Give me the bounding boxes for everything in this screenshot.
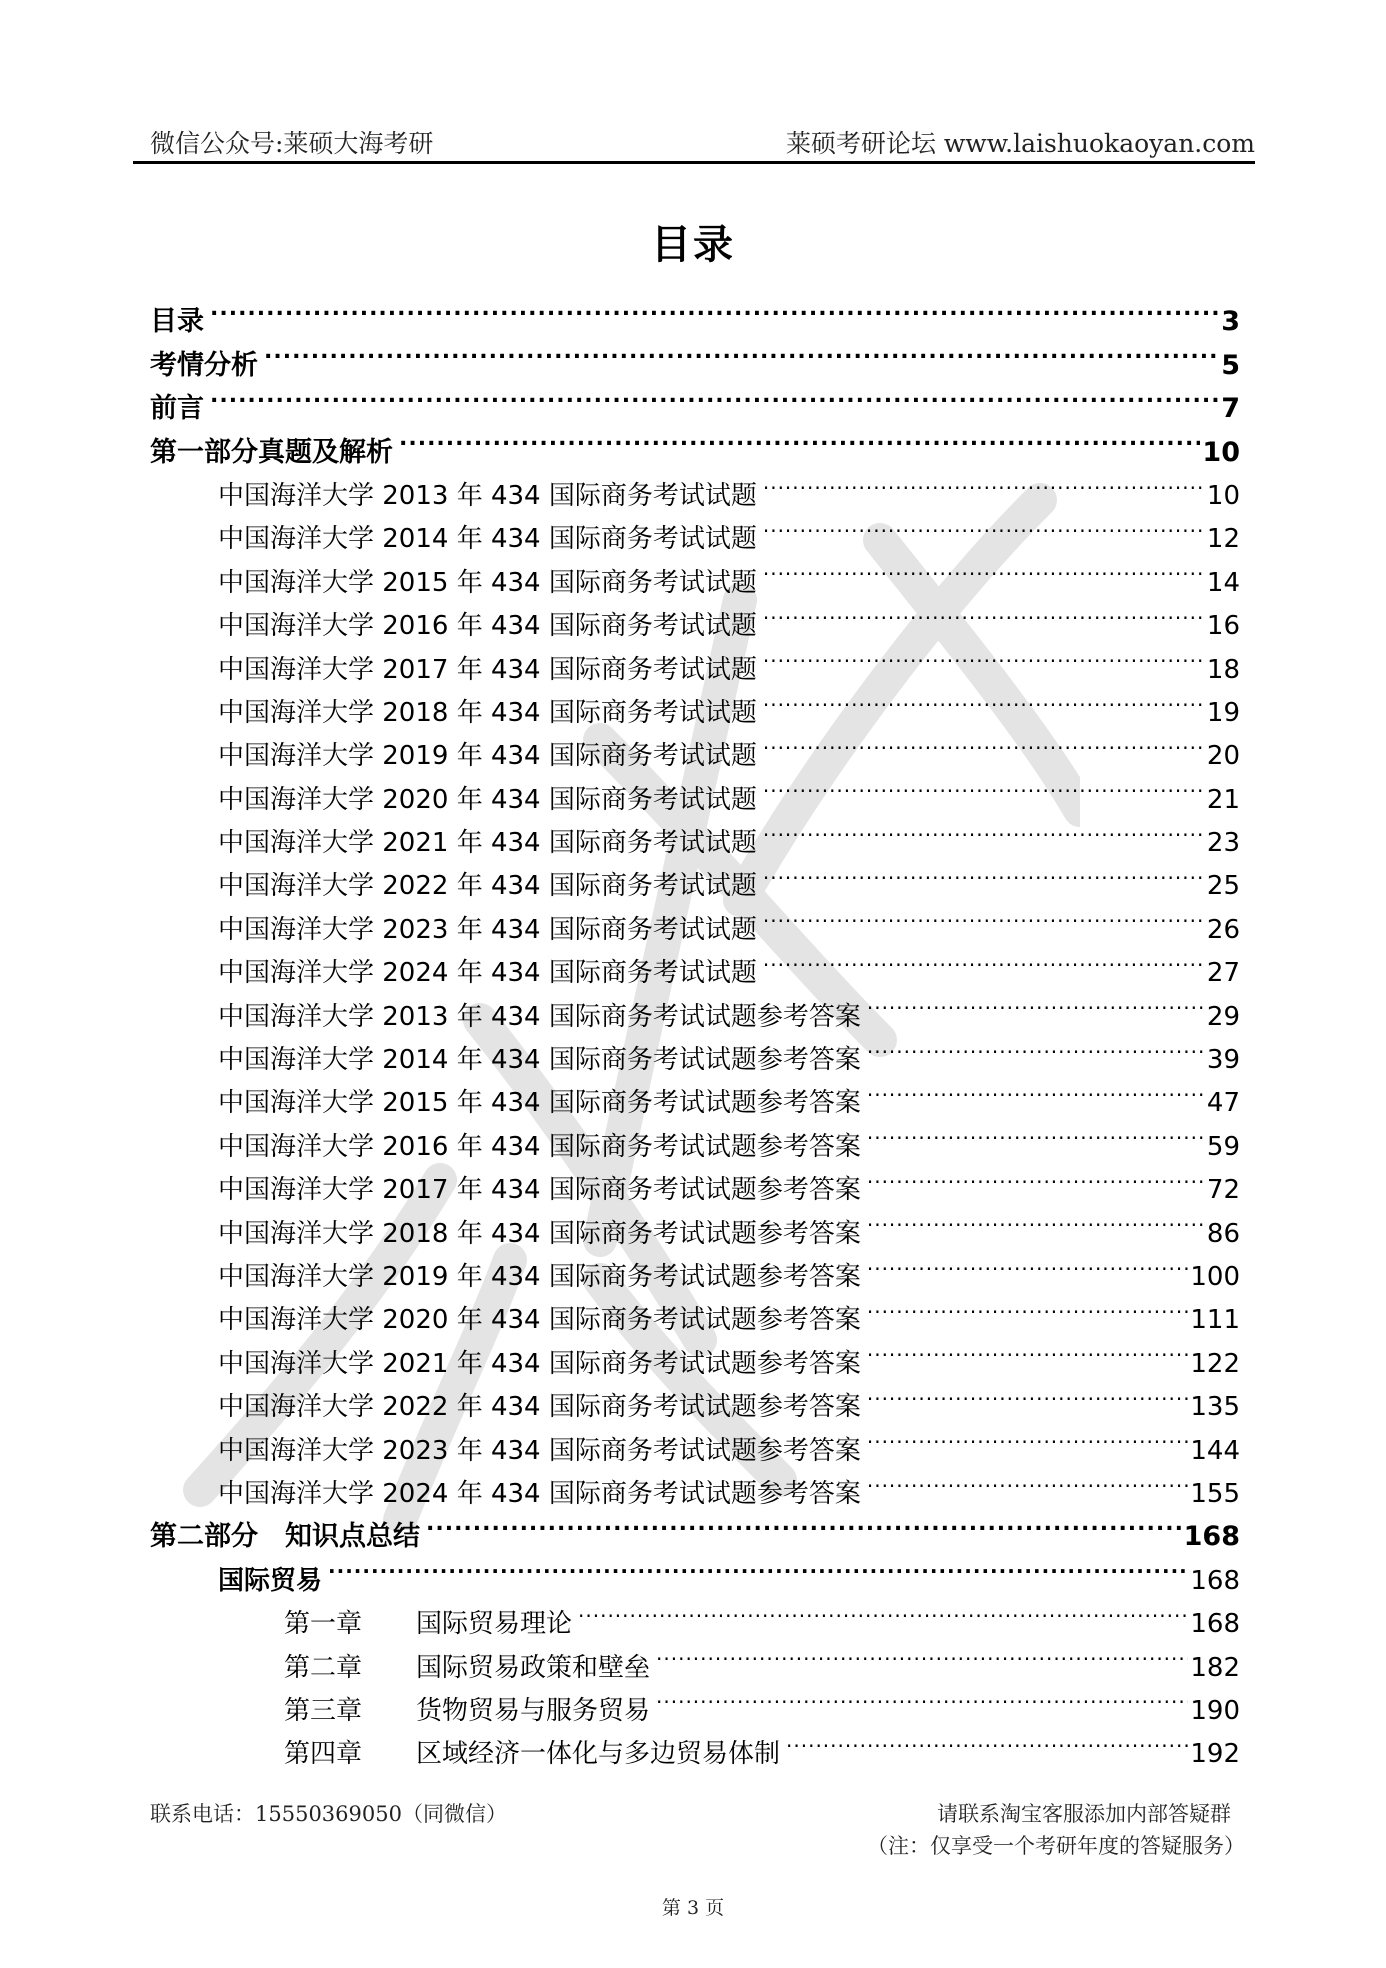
toc-entry-label: 中国海洋大学 2020 年 434 国际商务考试试题参考答案 [218,1305,861,1336]
dot-leader [210,374,1219,417]
toc-entry-page: 155 [1190,1478,1240,1509]
chapter-number: 第三章 [284,1695,363,1726]
dot-leader [763,721,1205,764]
toc-entry-page: 72 [1206,1175,1240,1206]
toc-entry-label: 中国海洋大学 2022 年 434 国际商务考试试题参考答案 [218,1392,861,1423]
page-number: 第 3 页 [661,1897,725,1919]
toc-entry-page: 190 [1190,1695,1240,1726]
toc-entry-label: 中国海洋大学 2015 年 434 国际商务考试试题 [218,567,757,598]
dot-leader [399,417,1200,460]
toc-entry-page: 10 [1202,436,1240,468]
dot-leader [763,547,1205,590]
toc-entry-page: 14 [1206,567,1240,598]
toc-entry-label: 中国海洋大学 2024 年 434 国际商务考试试题 [218,958,757,989]
chapter-title: 区域经济一体化与多边贸易体制 [416,1739,781,1770]
toc-entry-page: 168 [1190,1609,1240,1640]
toc-entry-page: 29 [1206,1001,1240,1032]
toc-entry-page: 7 [1221,393,1240,425]
toc-entry-page: 122 [1190,1348,1240,1379]
toc-entry-page: 10 [1206,480,1240,511]
toc-entry-page: 26 [1206,914,1240,945]
toc-entry-page: 100 [1190,1261,1240,1292]
toc-entry-label: 中国海洋大学 2019 年 434 国际商务考试试题参考答案 [218,1261,861,1292]
footer-note-line1: 请联系淘宝客服添加内部答疑群 [937,1802,1231,1826]
header-divider [133,161,1255,164]
dot-leader [328,1545,1188,1588]
toc-entry-contents[interactable] [150,287,1240,338]
toc-entry-page: 27 [1206,958,1240,989]
chapter-title: 国际贸易政策和壁垒 [416,1652,651,1683]
toc-entry-page: 182 [1190,1652,1240,1683]
toc-entry-page: 168 [1183,1521,1240,1553]
toc-entry-page: 19 [1206,697,1240,728]
toc-entry-page: 12 [1206,524,1240,555]
toc-entry-label: 中国海洋大学 2020 年 434 国际商务考试试题 [218,784,757,815]
chapter-number: 第四章 [284,1739,363,1770]
chapter-title: 货物贸易与服务贸易 [416,1695,651,1726]
toc-entry-label: 中国海洋大学 2018 年 434 国际商务考试试题 [218,697,757,728]
dot-leader [763,591,1205,634]
table-of-contents [150,287,1240,1770]
toc-entry-page: 135 [1190,1392,1240,1423]
toc-entry-page: 39 [1206,1045,1240,1076]
chapter-number: 第二章 [284,1652,363,1683]
dot-leader [763,894,1205,937]
dot-leader [578,1589,1188,1632]
footer-note [867,1798,1245,1862]
dot-leader [867,1068,1205,1111]
toc-entry-label: 中国海洋大学 2013 年 434 国际商务考试试题 [218,480,757,511]
toc-entry-part-one[interactable] [150,417,1240,468]
toc-entry-label: 第二部分 知识点总结 [150,1521,420,1553]
dot-leader [763,461,1205,504]
toc-entry-page: 21 [1206,784,1240,815]
dot-leader [867,1328,1189,1371]
toc-entry-label: 中国海洋大学 2013 年 434 国际商务考试试题参考答案 [218,1001,861,1032]
toc-entry-label: 中国海洋大学 2023 年 434 国际商务考试试题 [218,914,757,945]
header-wechat-account: 微信公众号:莱硕大海考研 [150,129,434,158]
dot-leader [763,938,1205,981]
toc-entry-label: 中国海洋大学 2023 年 434 国际商务考试试题参考答案 [218,1435,861,1466]
toc-entry-label: 中国海洋大学 2021 年 434 国际商务考试试题 [218,828,757,859]
dot-leader [763,634,1205,677]
dot-leader [763,504,1205,547]
toc-entry-label: 中国海洋大学 2014 年 434 国际商务考试试题 [218,524,757,555]
toc-entry-label: 前言 [150,393,204,425]
toc-entry-label: 中国海洋大学 2024 年 434 国际商务考试试题参考答案 [218,1478,861,1509]
dot-leader [763,851,1205,894]
toc-entry-page: 144 [1190,1435,1240,1466]
toc-entry-page: 86 [1206,1218,1240,1249]
chapter-number: 第一章 [284,1609,363,1640]
dot-leader [867,981,1205,1024]
toc-entry-label: 中国海洋大学 2018 年 434 国际商务考试试题参考答案 [218,1218,861,1249]
dot-leader [867,1285,1189,1328]
toc-entry-page: 25 [1206,871,1240,902]
dot-leader [786,1719,1188,1762]
dot-leader [867,1155,1205,1198]
dot-leader [656,1676,1188,1719]
toc-entry-label: 中国海洋大学 2014 年 434 国际商务考试试题参考答案 [218,1045,861,1076]
dot-leader [763,808,1205,851]
toc-entry-page: 3 [1221,306,1240,338]
toc-entry-label: 国际贸易 [218,1565,323,1596]
toc-entry-label: 中国海洋大学 2017 年 434 国际商务考试试题参考答案 [218,1175,861,1206]
dot-leader [763,678,1205,721]
dot-leader [867,1111,1205,1154]
toc-entry-page: 23 [1206,828,1240,859]
toc-entry-page: 20 [1206,741,1240,772]
dot-leader [867,1025,1205,1068]
toc-entry-label: 中国海洋大学 2019 年 434 国际商务考试试题 [218,741,757,772]
toc-entry-label: 第一部分真题及解析 [150,436,393,468]
dot-leader [867,1198,1205,1241]
toc-entry-page: 168 [1190,1565,1240,1596]
toc-entry-label: 中国海洋大学 2015 年 434 国际商务考试试题参考答案 [218,1088,861,1119]
header-forum-site: 莱硕考研论坛 www.laishuokaoyan.com [785,129,1255,158]
toc-entry-label: 目录 [150,306,204,338]
dot-leader [210,287,1219,330]
toc-entry-page: 59 [1206,1131,1240,1162]
dot-leader [426,1502,1182,1545]
toc-entry-label: 中国海洋大学 2016 年 434 国际商务考试试题 [218,611,757,642]
toc-entry-label: 考情分析 [150,349,258,381]
page-header [150,120,1255,160]
toc-entry-label: 中国海洋大学 2022 年 434 国际商务考试试题 [218,871,757,902]
footer-contact-phone: 联系电话：15550369050（同微信） [150,1802,507,1826]
toc-entry-page: 16 [1206,611,1240,642]
toc-entry-page: 5 [1221,349,1240,381]
toc-entry-exam-analysis[interactable] [150,330,1240,381]
toc-entry-page: 47 [1206,1088,1240,1119]
toc-entry-label: 中国海洋大学 2017 年 434 国际商务考试试题 [218,654,757,685]
toc-entry-label: 中国海洋大学 2016 年 434 国际商务考试试题参考答案 [218,1131,861,1162]
toc-entry-label: 中国海洋大学 2021 年 434 国际商务考试试题参考答案 [218,1348,861,1379]
dot-leader [656,1632,1188,1675]
page-title: 目录 [651,222,735,268]
footer-note-line2: （注：仅享受一个考研年度的答疑服务） [867,1834,1245,1858]
dot-leader [867,1242,1189,1285]
dot-leader [264,330,1219,373]
chapter-title: 国际贸易理论 [416,1609,573,1640]
toc-entry-page: 18 [1206,654,1240,685]
toc-entry-page: 111 [1190,1305,1240,1336]
dot-leader [867,1415,1189,1458]
dot-leader [867,1372,1189,1415]
toc-entry-page: 192 [1190,1739,1240,1770]
dot-leader [867,1459,1189,1502]
toc-entry-preface[interactable] [150,374,1240,425]
dot-leader [763,764,1205,807]
